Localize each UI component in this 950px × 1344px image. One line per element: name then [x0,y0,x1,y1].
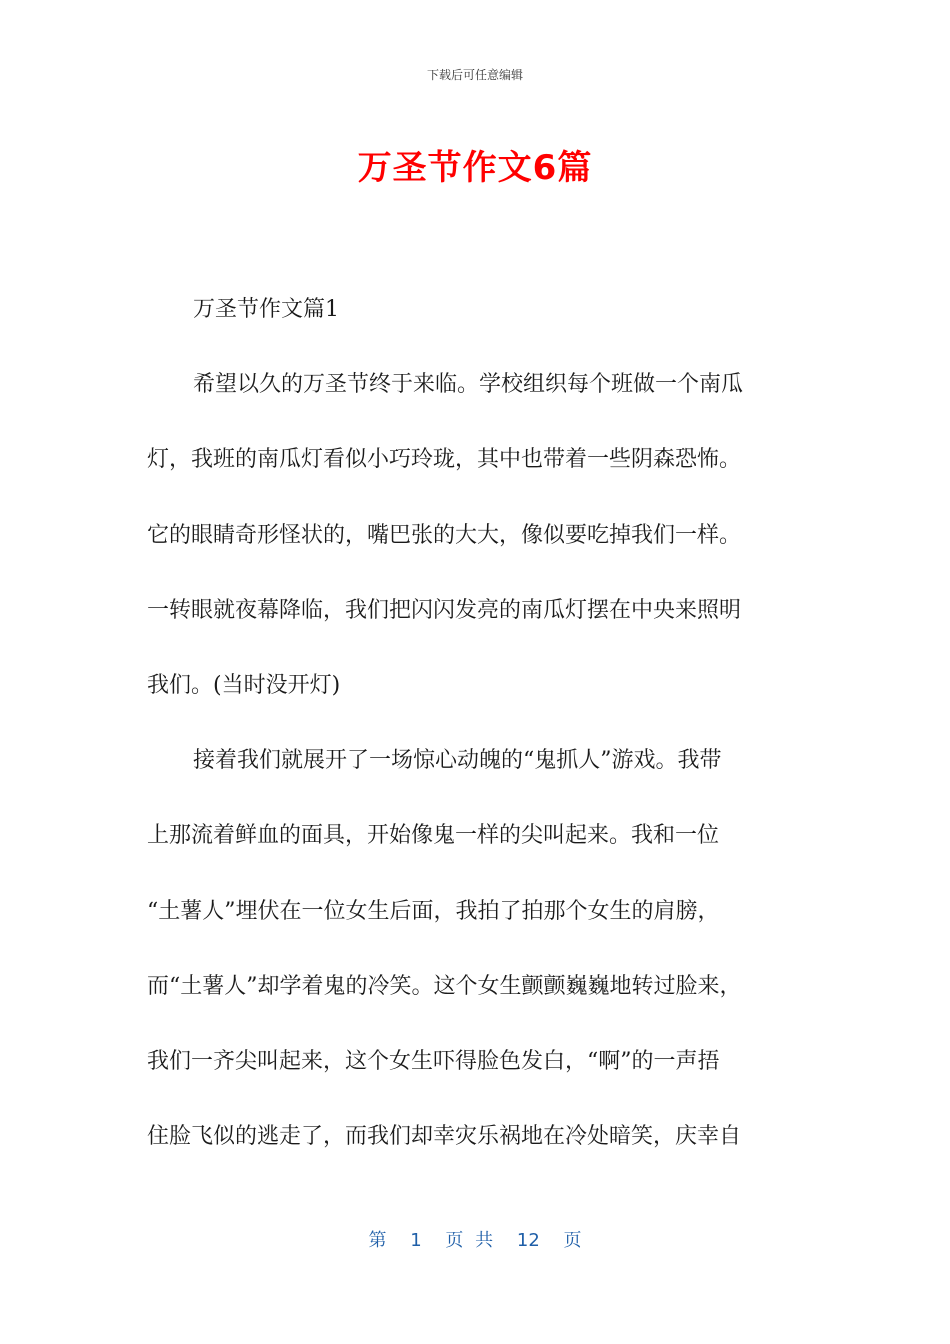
paragraph-line: 而“土薯人”却学着鬼的冷笑。这个女生颤颤巍巍地转过脸来， [147,973,742,999]
paragraph-line: 一转眼就夜幕降临，我们把闪闪发亮的南瓜灯摆在中央来照明 [147,597,742,623]
footer-prefix: 第 [368,1230,387,1251]
paragraph-line: 上那流着鲜血的面具，开始像鬼一样的尖叫起来。我和一位 [147,823,720,849]
footer-current-page: 1 [410,1230,422,1251]
paragraph-line: 希望以久的万圣节终于来临。学校组织每个班做一个南瓜 [193,372,744,398]
paragraph-line: 接着我们就展开了一场惊心动魄的“鬼抓人”游戏。我带 [193,748,722,774]
footer-total-pages: 12 [516,1230,540,1251]
paragraph-line: 我们。(当时没开灯) [147,673,341,699]
page-footer [0,1226,950,1252]
paragraph-line: “土薯人”埋伏在一位女生后面，我拍了拍那个女生的肩膀， [147,898,720,924]
document-title: 万圣节作文6篇 [357,148,593,188]
paragraph-line: 它的眼睛奇形怪状的，嘴巴张的大大，像似要吃掉我们一样。 [147,522,742,548]
paragraph-line: 灯，我班的南瓜灯看似小巧玲珑，其中也带着一些阴森恐怖。 [147,447,742,473]
footer-middle: 页 共 [445,1230,494,1251]
paragraph-line: 住脸飞似的逃走了，而我们却幸灾乐祸地在冷处暗笑，庆幸自 [147,1124,742,1150]
header-note: 下载后可任意编辑 [426,68,523,82]
paragraph-line: 我们一齐尖叫起来，这个女生吓得脸色发白，“啊”的一声捂 [147,1049,720,1075]
section-heading: 万圣节作文篇1 [193,297,339,322]
footer-suffix: 页 [563,1230,582,1251]
document-body [147,272,807,1174]
